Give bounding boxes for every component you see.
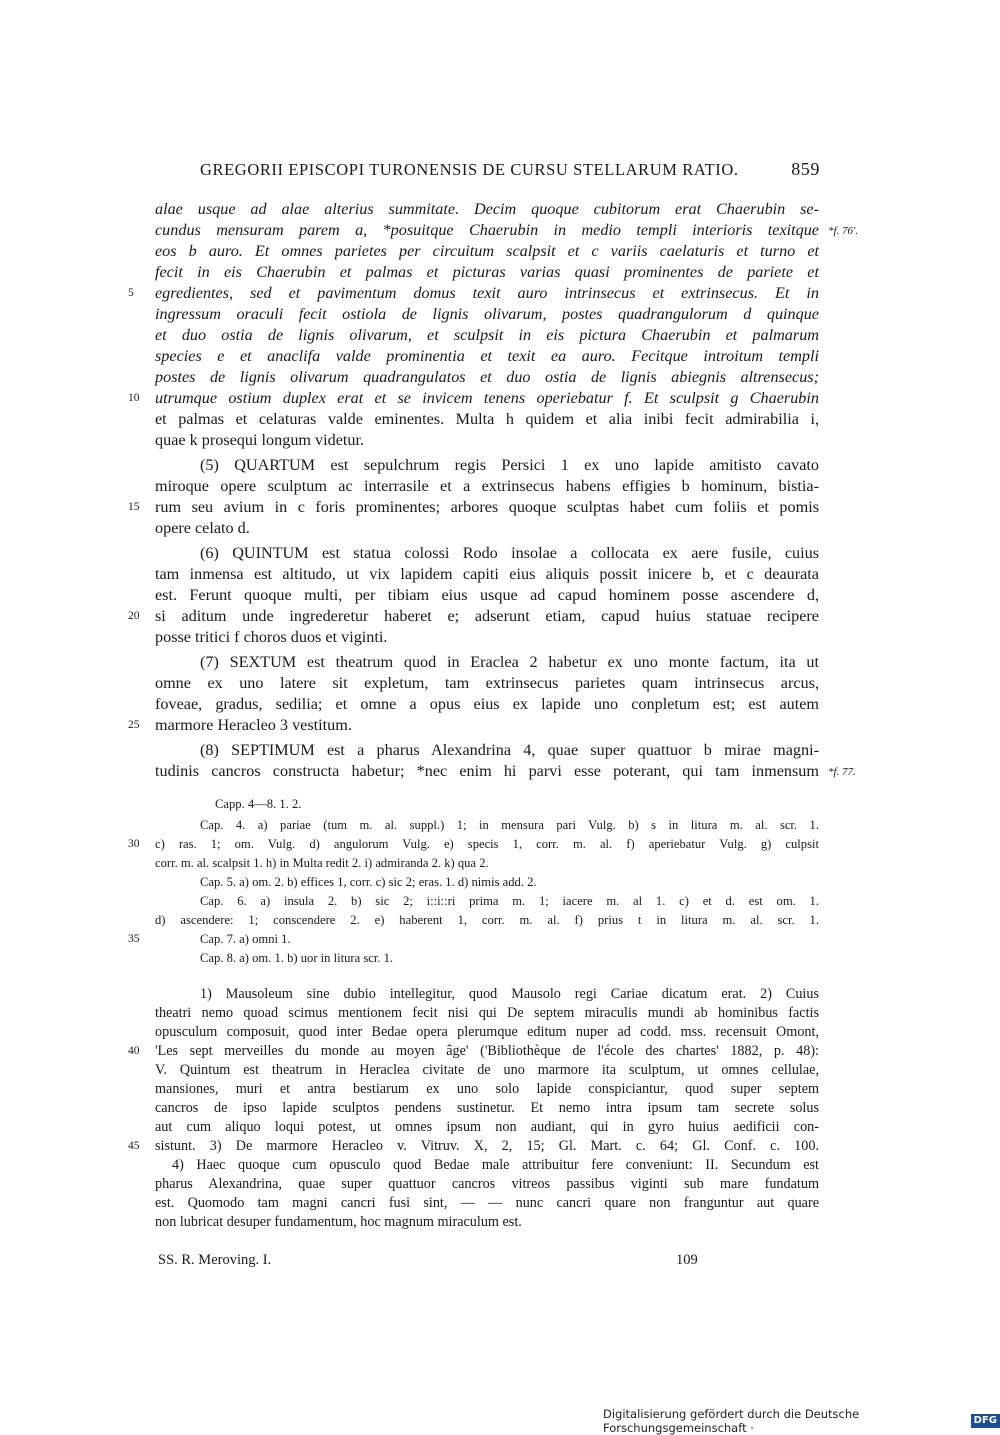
note-line: pharus Alexandrina, quae super quattuor cancros vitreos passibus viginti sub mare fundatum (155, 1176, 819, 1192)
note-line: V. Quintum est theatrum in Heraclea civitate de uno marmore ita sculptum, ut omnes cellulae, (155, 1062, 819, 1078)
note-line: 4) Haec quoque cum opusculo quod Bedae male attribuitur fere conveniunt: II. Secundum est (172, 1157, 819, 1173)
apparatus-line: Cap. 6. a) insula 2. b) sic 2; i::i::ri prima m. 1; iacere m. al 1. c) et d. est om. 1. (200, 894, 819, 908)
page-number: 859 (791, 159, 820, 179)
digitization-text: Digitalisierung gefördert durch die Deutsche Forschungsgemeinschaft · (603, 1407, 860, 1435)
body-line: omne ex uno latere sit expletum, tam extrinsecus parietes quam intrinsecus arcus, (155, 674, 819, 692)
signature-mark: 109 (676, 1252, 698, 1268)
body-line: rum seu avium in c foris prominentes; arbores quoque sculptas habet cum foliis et pomis (155, 498, 819, 516)
note-line: cancros de ipso lapide sculptos pendens sustinetur. Et nemo intra ipsum tam secrete solus (155, 1100, 819, 1116)
apparatus-line: c) ras. 1; om. Vulg. d) angulorum Vulg. e) specis 1, corr. m. al. f) aperiebatur Vulg. g) culpsit (155, 837, 819, 851)
line-number: 45 (128, 1140, 140, 1152)
digitization-credit (603, 1407, 1000, 1435)
series-footer: SS. R. Meroving. I. (158, 1252, 272, 1268)
note-line: sistunt. 3) De marmore Heracleo v. Vitruv. X, 2, 15; Gl. Mart. c. 64; Gl. Conf. c. 100. (155, 1138, 819, 1154)
line-number: 20 (128, 610, 140, 622)
body-line: egredientes, sed et pavimentum domus texit auro intrinsecus et extrinsecus. Et in (155, 284, 819, 302)
body-line: utrumque ostium duplex erat et se invicem tenens operiebatur f. Et sculpsit g Chaerubin (155, 389, 819, 407)
apparatus-line: Cap. 8. a) om. 1. b) uor in litura scr. 1. (200, 951, 394, 965)
line-number: 25 (128, 719, 140, 731)
line-number: 30 (128, 838, 140, 850)
line-number: 15 (128, 501, 140, 513)
note-line: 1) Mausoleum sine dubio intellegitur, quod Mausolo regi Cariae dicatum erat. 2) Cuius (200, 986, 819, 1002)
folio-reference: *f. 76'. (828, 225, 859, 237)
chapter-6-line: (6) QUINTUM est statua colossi Rodo insolae a collocata ex aere fusile, cuius (200, 544, 819, 562)
body-line: si aditum unde ingrederetur haberet e; adserunt etiam, capud huius statuae recipere (155, 607, 819, 625)
body-line: quae k prosequi longum videtur. (155, 431, 365, 449)
apparatus-line: Cap. 4. a) pariae (tum m. al. suppl.) 1; in mensura pari Vulg. b) s in litura m. al. scr. 1. (200, 818, 819, 832)
body-line: posse tritici f choros duos et viginti. (155, 628, 388, 646)
note-line: 'Les sept merveilles du monde au moyen âge' ('Bibliothèque de l'école des chartes' 1882, p. 48): (155, 1043, 819, 1059)
chapter-7-line: (7) SEXTUM est theatrum quod in Eraclea 2 habetur ex uno monte factum, ita ut (200, 653, 819, 671)
note-line: theatri nemo quoad scimus mentionem fecit nisi qui De septem miraculis mundi ab hominibus factis (155, 1005, 819, 1021)
apparatus-line: d) ascendere: 1; conscendere 2. e) haberent 1, corr. m. al. f) prius t in litura m. al. scr. 1. (155, 913, 819, 927)
body-line: tudinis cancros constructa habetur; *nec enim hi parvi esse poterant, qui tam inmensum (155, 762, 819, 780)
note-line: mansiones, muri et antra bestiarum ex uno solo lapide conspiciantur, quod super septem (155, 1081, 819, 1097)
note-line: est. Quomodo tam magni cancri fusi sint, — — nunc cancri quare non franguntur aut quare (155, 1195, 819, 1211)
line-number: 5 (128, 287, 134, 299)
note-line: opusculum composuit, quod inter Bedae opera plerumque editum nuper ad codd. mss. recensuit Omont, (155, 1024, 819, 1040)
folio-reference: *f. 77. (828, 766, 856, 778)
apparatus-line: corr. m. al. scalpsit 1. h) in Multa redit 2. i) admiranda 2. k) qua 2. (155, 856, 489, 870)
chapter-5-line: (5) QUARTUM est sepulchrum regis Persici 1 ex uno lapide amitisto cavato (200, 456, 819, 474)
body-line: est. Ferunt quoque multi, per tibiam eius usque ad capud hominem posse ascendere d, (155, 586, 819, 604)
body-line: postes de lignis olivarum quadrangulatos et duo ostia de lignis abiegnis altrensecus; (155, 368, 819, 386)
body-line: eos b auro. Et omnes parietes per circuitum scalpsit et c variis caelaturis et turno et (155, 242, 819, 260)
note-line: aut cum aliquo loqui potest, ut omnes ipsum non audiant, qui in gyro huius aedificii con- (155, 1119, 819, 1135)
body-line: fecit in eis Chaerubin et palmas et picturas varias quasi prominentes de pariete et (155, 263, 819, 281)
line-number: 40 (128, 1045, 140, 1057)
note-line: non lubricat desuper fundamentum, hoc magnum miraculum est. (155, 1214, 522, 1230)
body-line: miroque opere sculptum ac interrasile et a extrinsecus habens effigies b hominum, bistia- (155, 477, 819, 495)
apparatus-line: Cap. 5. a) om. 2. b) effices 1, corr. c) sic 2; eras. 1. d) nimis add. 2. (200, 875, 537, 889)
chapter-8-line: (8) SEPTIMUM est a pharus Alexandrina 4, quae super quattuor b mirae magni- (200, 741, 819, 759)
body-line: marmore Heracleo 3 vestitum. (155, 716, 352, 734)
line-number: 35 (128, 933, 140, 945)
body-line: alae usque ad alae alterius summitate. Decim quoque cubitorum erat Chaerubin se- (155, 200, 819, 218)
body-line: opere celato d. (155, 519, 250, 537)
body-line: et palmas et celaturas valde eminentes. Multa h quidem et alia inibi fecit admirabilia i, (155, 410, 819, 428)
body-line: cundus mensuram parem a, *posuitque Chaerubin in medio templi interioris texitque (155, 221, 819, 239)
body-line: species e et anaclifa valde prominentia et texit ea auro. Fecitque introitum templi (155, 347, 819, 365)
body-line: et duo ostia de lignis olivarum, et sculpsit in eis pictura Chaerubin et palmarum (155, 326, 819, 344)
running-title: GREGORII EPISCOPI TURONENSIS DE CURSU STELLARUM RATIO. (200, 160, 739, 179)
body-line: tam inmensa est altitudo, ut vix lapidem capiti eius aliquis possit inicere b, et c deaurata (155, 565, 819, 583)
apparatus-line: Capp. 4—8. 1. 2. (215, 797, 302, 811)
dfg-logo-icon: DFG (971, 1414, 1000, 1428)
body-line: foveae, gradus, sedilia; et omne a opus eius ex lapide uno conpletum est; est autem (155, 695, 819, 713)
body-line: ingressum oraculi fecit ostiola de lignis olivarum, postes quadrangulorum d quinque (155, 305, 819, 323)
line-number: 10 (128, 392, 140, 404)
apparatus-line: Cap. 7. a) omni 1. (200, 932, 291, 946)
